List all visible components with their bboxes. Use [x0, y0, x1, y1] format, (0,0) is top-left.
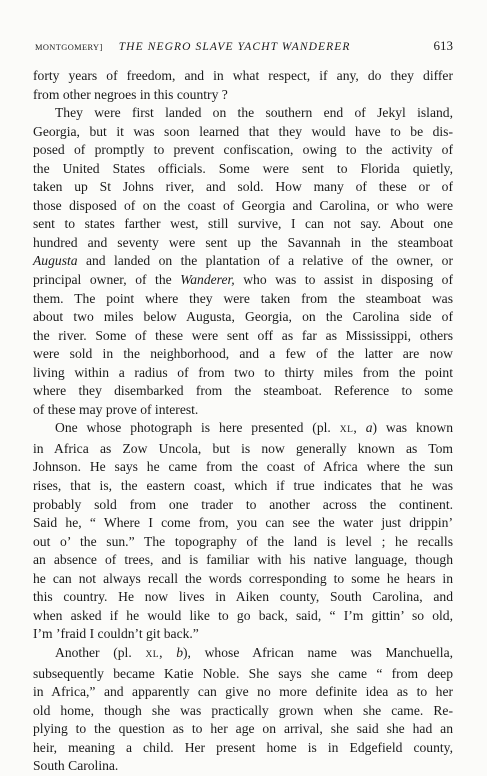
text-run: an absence of trees, and is familiar with his native language, though [33, 552, 453, 568]
text-run: sent to states farther west, still survive, I can not say. About one [33, 216, 453, 232]
text-line [33, 160, 453, 179]
text-run: out o’ the sun.” The topography of the land is level ; he recalls [33, 533, 453, 549]
italic-text: a [365, 420, 373, 436]
text-run: Johnson. He says he came from the coast of Africa where the sun [33, 459, 453, 475]
text-run: living within a radius of from two to thirty miles from the point [33, 364, 453, 380]
small-caps-text: XL [145, 649, 160, 660]
text-run: heir, meaning a child. Her present home is in Edgefield county, [33, 739, 453, 755]
text-run: those disposed of on the coast of Georgia and Carolina, or who were [33, 197, 453, 213]
text-run: them. The point where they were taken from the steamboat was [33, 290, 453, 306]
text-run: principal owner, of the [33, 272, 181, 288]
body-text [33, 67, 453, 776]
text-line [33, 123, 453, 142]
paragraph [33, 419, 453, 644]
text-line [33, 252, 453, 271]
text-line [33, 702, 453, 721]
text-line [33, 215, 453, 234]
text-run: in Africa as Zow Uncola, but is now generally known as Tom [33, 440, 453, 456]
text-line [33, 234, 453, 253]
text-run: in Africa,” and apparently can give no more definite idea as to her [33, 684, 453, 700]
text-line [33, 364, 453, 383]
text-line [33, 644, 453, 665]
italic-text: Augusta [33, 253, 78, 269]
running-header [35, 38, 453, 56]
text-run: the river. Some of these were sent off as far as Mississippi, others [33, 327, 453, 343]
text-run: where they disembarked from the steamboat. Reference to some [33, 383, 453, 399]
text-run: subsequently became Katie Noble. She says she came “ from deep [33, 665, 453, 681]
text-line [33, 141, 453, 160]
text-run: from other negroes in this country ? [33, 86, 228, 102]
text-run: this country. He now lives in Aiken county, South Carolina, and [33, 589, 453, 605]
text-line [33, 67, 453, 86]
text-line [33, 290, 453, 309]
text-run: I’m ’fraid I couldn’t git back.” [33, 626, 199, 642]
text-run: ) was known [372, 420, 453, 436]
text-line [33, 401, 453, 420]
text-line [33, 551, 453, 570]
paragraph [33, 67, 453, 104]
text-run: , [159, 644, 177, 660]
text-run: he can not always recall the words corresponding to some he hears in [33, 570, 453, 586]
text-run: forty years of freedom, and in what respect, if any, do they differ [33, 68, 453, 83]
text-line [33, 570, 453, 589]
small-caps-text: XL [339, 425, 354, 436]
text-run: They were first landed on the southern end of Jekyl island, [55, 105, 453, 121]
text-run: the United States officials. Some were sent to Florida quietly, [33, 160, 453, 176]
text-line [33, 514, 453, 533]
running-head-author: MONTGOMERY] [35, 43, 103, 52]
text-line [33, 419, 453, 440]
text-run: Said he, “ Where I come from, you can see the water just drippin’ [33, 515, 453, 531]
text-run: South Carolina. [33, 758, 119, 774]
text-line [33, 178, 453, 197]
page-number: 613 [433, 38, 453, 53]
text-line [33, 458, 453, 477]
text-line [33, 625, 453, 644]
text-line [33, 683, 453, 702]
text-line [33, 104, 453, 123]
text-run: probably sold from one trader to another across the continent. [33, 496, 453, 512]
text-line [33, 607, 453, 626]
text-run: hundred and seventy were sent up the Savannah in the steamboat [33, 234, 453, 250]
text-run: and landed on the plantation of a relative of the owner, or [77, 253, 453, 269]
text-run: ), whose African name was Manchuella, [183, 644, 454, 660]
text-run: One whose photograph is here presented (pl. [55, 420, 340, 436]
text-line [33, 496, 453, 515]
text-line [33, 477, 453, 496]
text-line [33, 197, 453, 216]
italic-text: Wanderer, [180, 272, 235, 288]
text-line [33, 308, 453, 327]
paragraph [33, 104, 453, 419]
text-line [33, 440, 453, 459]
text-run: posed of promptly to prevent confiscation, owing to the activity of [33, 142, 453, 158]
text-line [33, 327, 453, 346]
text-line [33, 588, 453, 607]
running-head-title: THE NEGRO SLAVE YACHT WANDERER [118, 41, 351, 53]
text-run: of these may prove of interest. [33, 401, 199, 417]
text-line [33, 665, 453, 684]
paragraph [33, 644, 453, 776]
text-run: were sold in the neighborhood, and a few of the latter are now [33, 346, 453, 362]
text-line [33, 739, 453, 758]
text-line [33, 382, 453, 401]
text-line [33, 757, 453, 776]
text-run: rises, that is, the eastern coast, which if true indicates that he was [33, 478, 453, 494]
text-run: plying to the question as to her age on arrival, she said she had an [33, 721, 453, 737]
text-line [33, 533, 453, 552]
italic-text: b [176, 644, 183, 660]
text-run: Georgia, but it was soon learned that they would have to be dis- [33, 123, 453, 139]
text-run: taken up St Johns river, and sold. How many of these or of [33, 179, 453, 195]
text-line [33, 720, 453, 739]
text-run: , [353, 420, 366, 436]
text-run: Another (pl. [55, 644, 146, 660]
text-run: when asked if he would like to go back, said, “ I’m gittin’ so old, [33, 607, 453, 623]
text-run: old home, though she was practically grown when she came. Re- [33, 702, 453, 718]
text-line [33, 345, 453, 364]
text-run: who was to assist in disposing of [234, 272, 453, 288]
text-line [33, 86, 453, 105]
text-line [33, 271, 453, 290]
text-run: about two miles below Augusta, Georgia, on the Carolina side of [33, 309, 453, 325]
